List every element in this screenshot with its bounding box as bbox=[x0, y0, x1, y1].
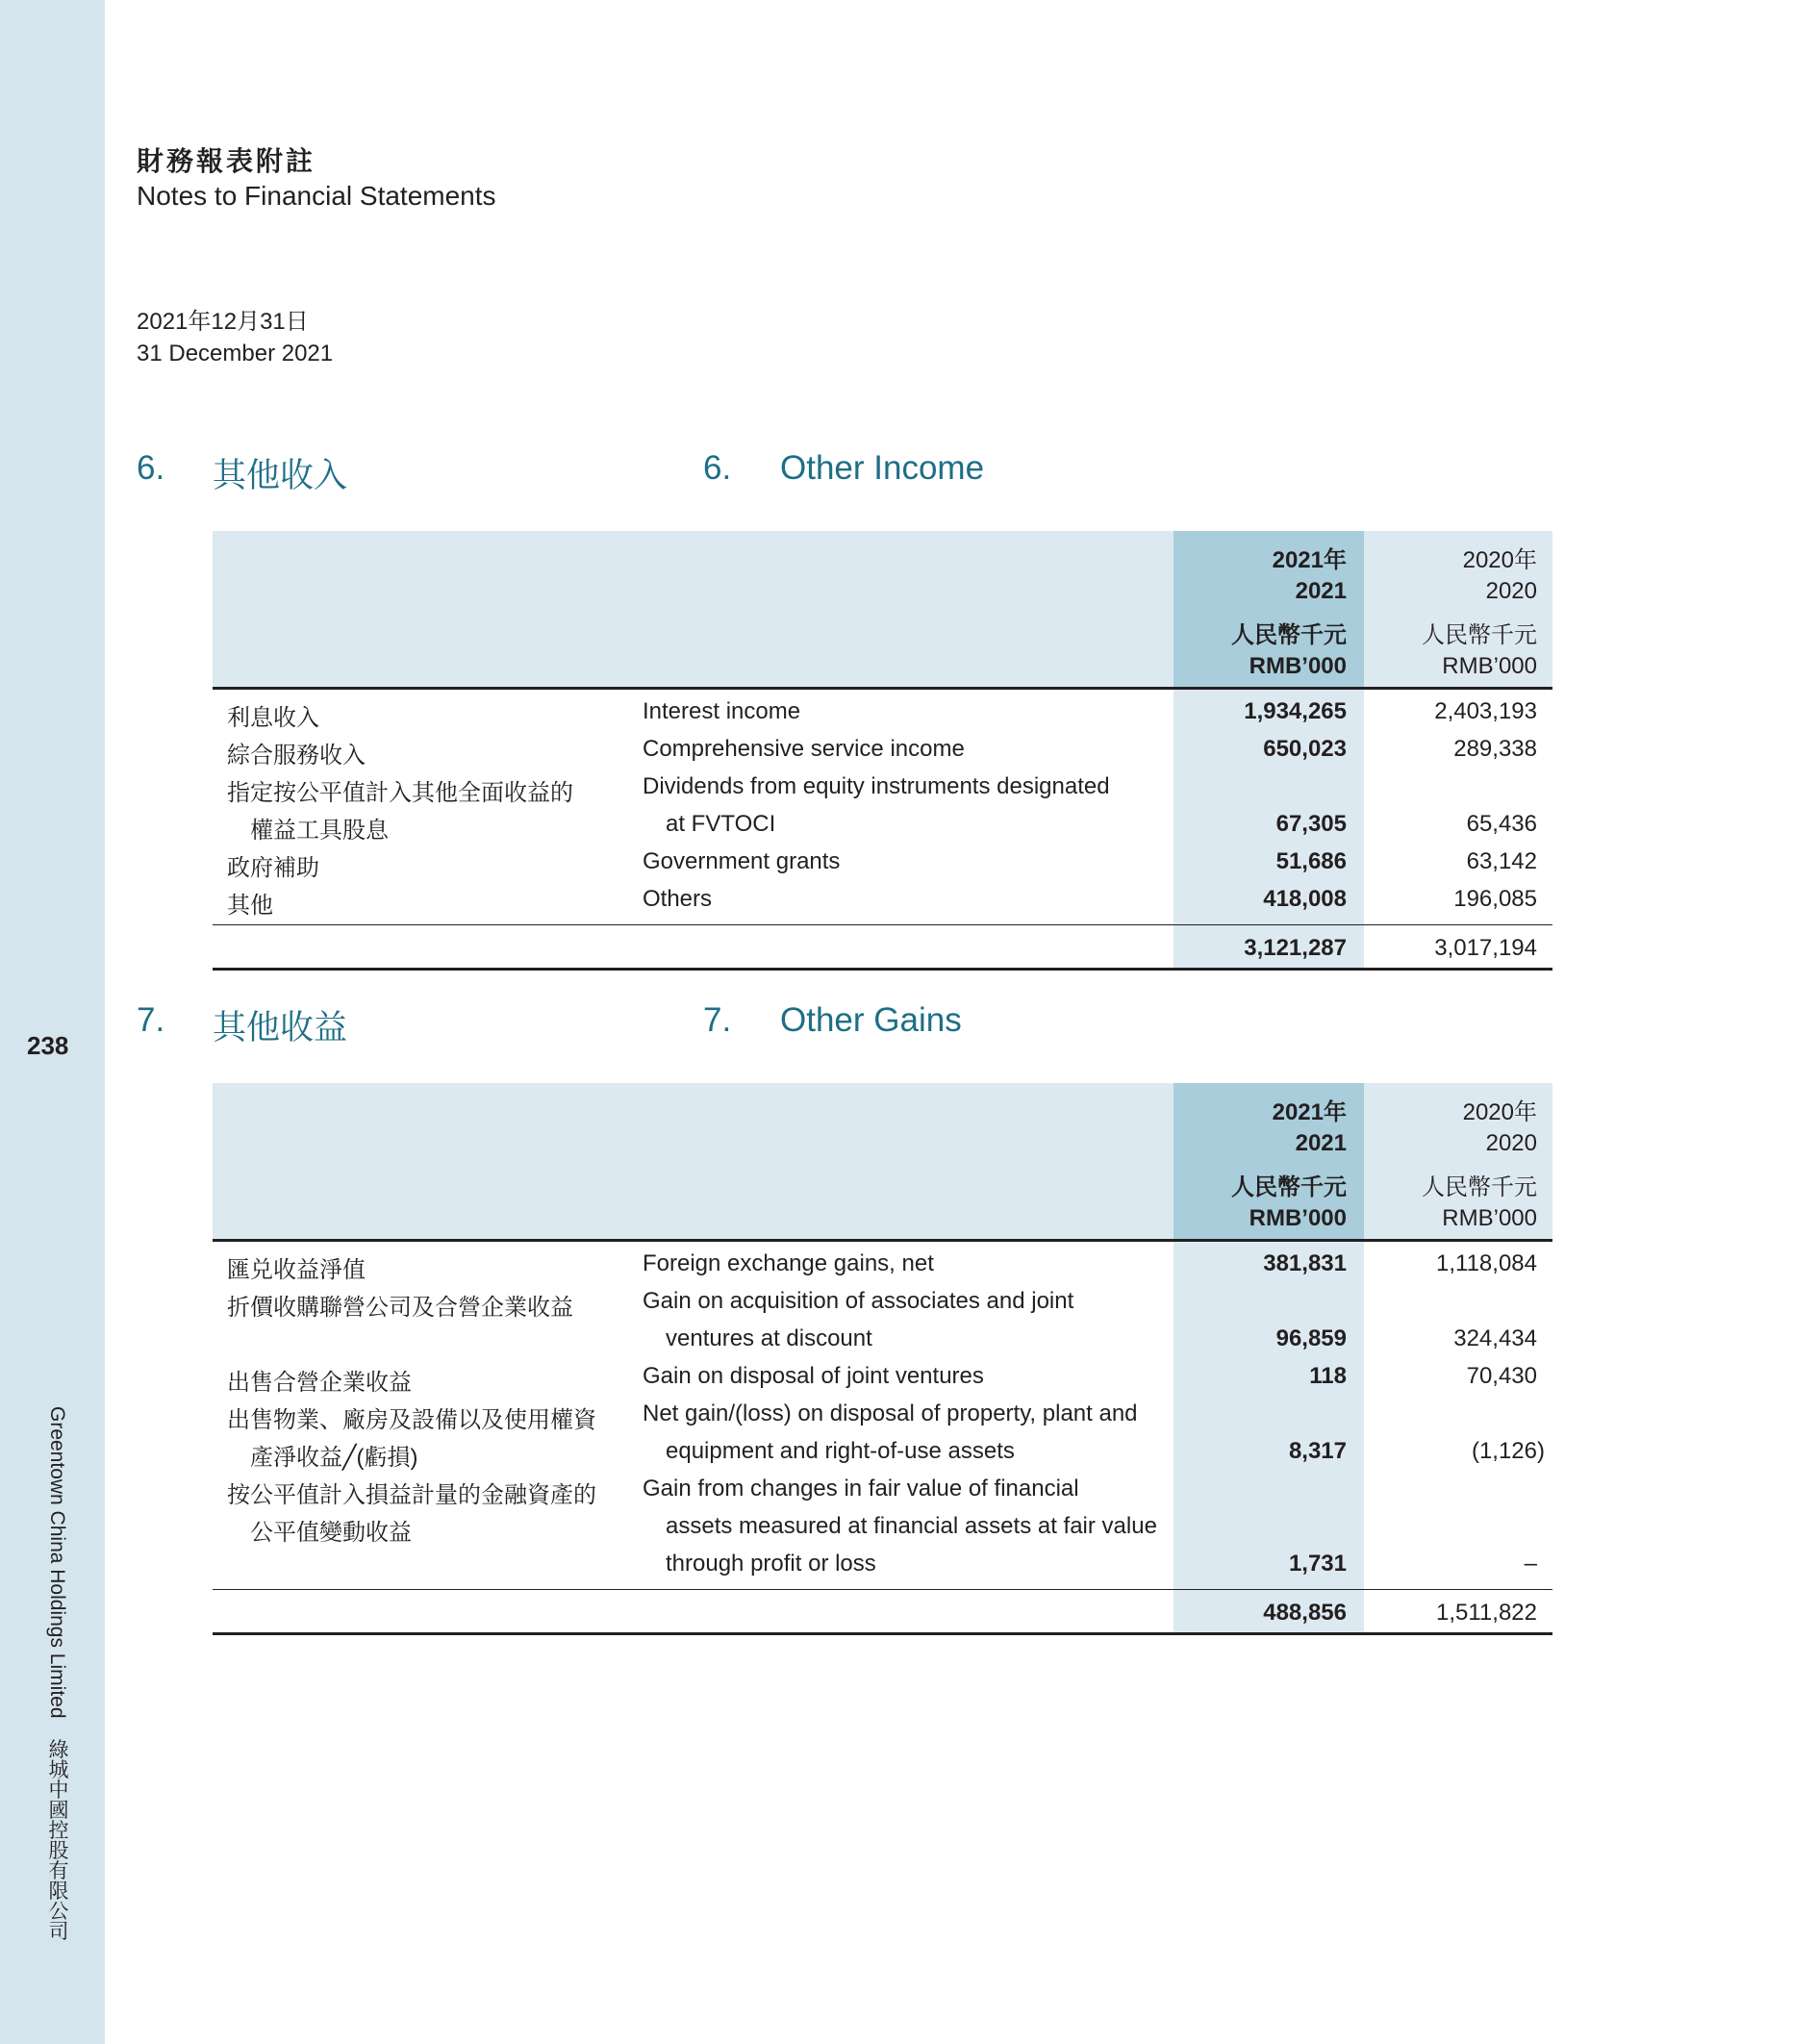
row-label-en: Comprehensive service income bbox=[643, 736, 965, 762]
value-2020: 70,430 bbox=[1466, 1363, 1537, 1389]
2021-unit-label-en: RMB’000 bbox=[1249, 653, 1347, 679]
2021-year-label-zh: 2021年 bbox=[1272, 1099, 1347, 1125]
2021-year-label: 2021 bbox=[1295, 1130, 1347, 1156]
row-label-en: Interest income bbox=[643, 698, 801, 724]
subtotal-rule bbox=[213, 1589, 1552, 1590]
value-2021: 650,023 bbox=[1263, 736, 1347, 762]
total-2021: 3,121,287 bbox=[1244, 935, 1347, 961]
date-en: 31 December 2021 bbox=[137, 341, 334, 366]
total-2020: 1,511,822 bbox=[1436, 1600, 1537, 1626]
row-label-zh: 產淨收益╱(虧損) bbox=[250, 1445, 418, 1471]
sidebar bbox=[0, 0, 105, 2044]
2020-year-label: 2020 bbox=[1485, 1130, 1537, 1156]
row-label-en: Dividends from equity instruments designated bbox=[643, 773, 1110, 799]
section-7-title-en: Other Gains bbox=[780, 1001, 962, 1039]
2020-unit-label-en: RMB’000 bbox=[1442, 1205, 1537, 1231]
value-2021: 418,008 bbox=[1263, 886, 1347, 912]
page-number: 238 bbox=[27, 1031, 69, 1060]
2020-unit-label-zh: 人民幣千元 bbox=[1422, 1174, 1537, 1200]
section-6-title-en: Other Income bbox=[780, 449, 985, 487]
section-6-title-zh: 其他收入 bbox=[213, 457, 348, 494]
value-2020: 289,338 bbox=[1453, 736, 1537, 762]
total-2021: 488,856 bbox=[1263, 1600, 1347, 1626]
row-label-zh: 綜合服務收入 bbox=[227, 743, 366, 769]
row-label-en: Gain on acquisition of associates and joint bbox=[643, 1288, 1074, 1314]
row-label-en: Gain from changes in fair value of financial bbox=[643, 1476, 1079, 1501]
subtotal-rule bbox=[213, 924, 1552, 925]
value-2020: (1,126) bbox=[1471, 1438, 1545, 1464]
row-label-en: Government grants bbox=[643, 848, 841, 874]
row-label-en: through profit or loss bbox=[666, 1551, 876, 1577]
value-2020: 324,434 bbox=[1453, 1325, 1537, 1351]
2020-year-label: 2020 bbox=[1485, 578, 1537, 604]
row-label-en: Gain on disposal of joint ventures bbox=[643, 1363, 984, 1389]
section-6-number-zh: 6. bbox=[137, 449, 165, 487]
2020-year-label-zh: 2020年 bbox=[1462, 547, 1537, 573]
2021-year-label-zh: 2021年 bbox=[1272, 547, 1347, 573]
2021-year-label: 2021 bbox=[1295, 578, 1347, 604]
2021-unit-label-en: RMB’000 bbox=[1249, 1205, 1347, 1231]
2021-unit-label-zh: 人民幣千元 bbox=[1231, 622, 1347, 648]
section-6-number-en: 6. bbox=[703, 449, 732, 487]
section-7-title-zh: 其他收益 bbox=[213, 1009, 348, 1047]
company-name: Greentown China Holdings Limited 綠城中國控股有限公司 bbox=[46, 1406, 68, 1941]
section-7-number-en: 7. bbox=[703, 1001, 732, 1039]
total-rule bbox=[213, 968, 1552, 971]
total-2020: 3,017,194 bbox=[1434, 935, 1537, 961]
value-2021: 8,317 bbox=[1288, 1438, 1347, 1464]
row-label-en: ventures at discount bbox=[666, 1325, 872, 1351]
value-2020: – bbox=[1524, 1551, 1537, 1577]
page-title-zh: 財務報表附註 bbox=[137, 145, 316, 177]
total-rule bbox=[213, 1632, 1552, 1635]
value-2021: 96,859 bbox=[1275, 1325, 1347, 1351]
row-label-en: equipment and right-of-use assets bbox=[666, 1438, 1015, 1464]
value-2020: 65,436 bbox=[1466, 811, 1537, 837]
other-income-table bbox=[213, 531, 1552, 966]
section-7-number-zh: 7. bbox=[137, 1001, 165, 1039]
page-title-en: Notes to Financial Statements bbox=[137, 181, 496, 211]
row-label-en: at FVTOCI bbox=[666, 811, 776, 837]
other-gains-table bbox=[213, 1083, 1552, 1631]
row-label-en: Foreign exchange gains, net bbox=[643, 1250, 934, 1276]
row-label-zh: 折價收購聯營公司及合營企業收益 bbox=[227, 1295, 573, 1321]
value-2020: 196,085 bbox=[1453, 886, 1537, 912]
row-label-zh: 利息收入 bbox=[227, 705, 319, 731]
date-zh: 2021年12月31日 bbox=[137, 309, 309, 335]
row-label-zh: 按公平值計入損益計量的金融資產的 bbox=[227, 1482, 596, 1508]
row-label-zh: 出售合營企業收益 bbox=[227, 1370, 412, 1396]
row-label-zh: 匯兑收益淨值 bbox=[227, 1257, 366, 1283]
value-2021: 67,305 bbox=[1275, 811, 1347, 837]
value-2021: 118 bbox=[1309, 1363, 1347, 1389]
value-2020: 1,118,084 bbox=[1436, 1250, 1537, 1276]
2020-unit-label-zh: 人民幣千元 bbox=[1422, 622, 1537, 648]
row-label-en: Net gain/(loss) on disposal of property, plant and bbox=[643, 1401, 1138, 1426]
value-2021: 51,686 bbox=[1275, 848, 1347, 874]
value-2020: 63,142 bbox=[1466, 848, 1537, 874]
value-2021: 1,934,265 bbox=[1244, 698, 1347, 724]
row-label-zh: 指定按公平值計入其他全面收益的 bbox=[227, 780, 573, 806]
row-label-zh: 出售物業、廠房及設備以及使用權資 bbox=[227, 1407, 596, 1433]
row-label-zh: 其他 bbox=[227, 893, 273, 919]
row-label-en: Others bbox=[643, 886, 713, 912]
2021-unit-label-zh: 人民幣千元 bbox=[1231, 1174, 1347, 1200]
row-label-zh: 公平值變動收益 bbox=[250, 1520, 412, 1546]
row-label-en: assets measured at financial assets at fair value bbox=[666, 1513, 1157, 1539]
value-2021: 1,731 bbox=[1288, 1551, 1347, 1577]
row-label-zh: 權益工具股息 bbox=[250, 818, 389, 844]
row-label-zh: 政府補助 bbox=[227, 855, 319, 881]
2020-unit-label-en: RMB’000 bbox=[1442, 653, 1537, 679]
value-2020: 2,403,193 bbox=[1434, 698, 1537, 724]
2020-year-label-zh: 2020年 bbox=[1462, 1099, 1537, 1125]
value-2021: 381,831 bbox=[1263, 1250, 1347, 1276]
